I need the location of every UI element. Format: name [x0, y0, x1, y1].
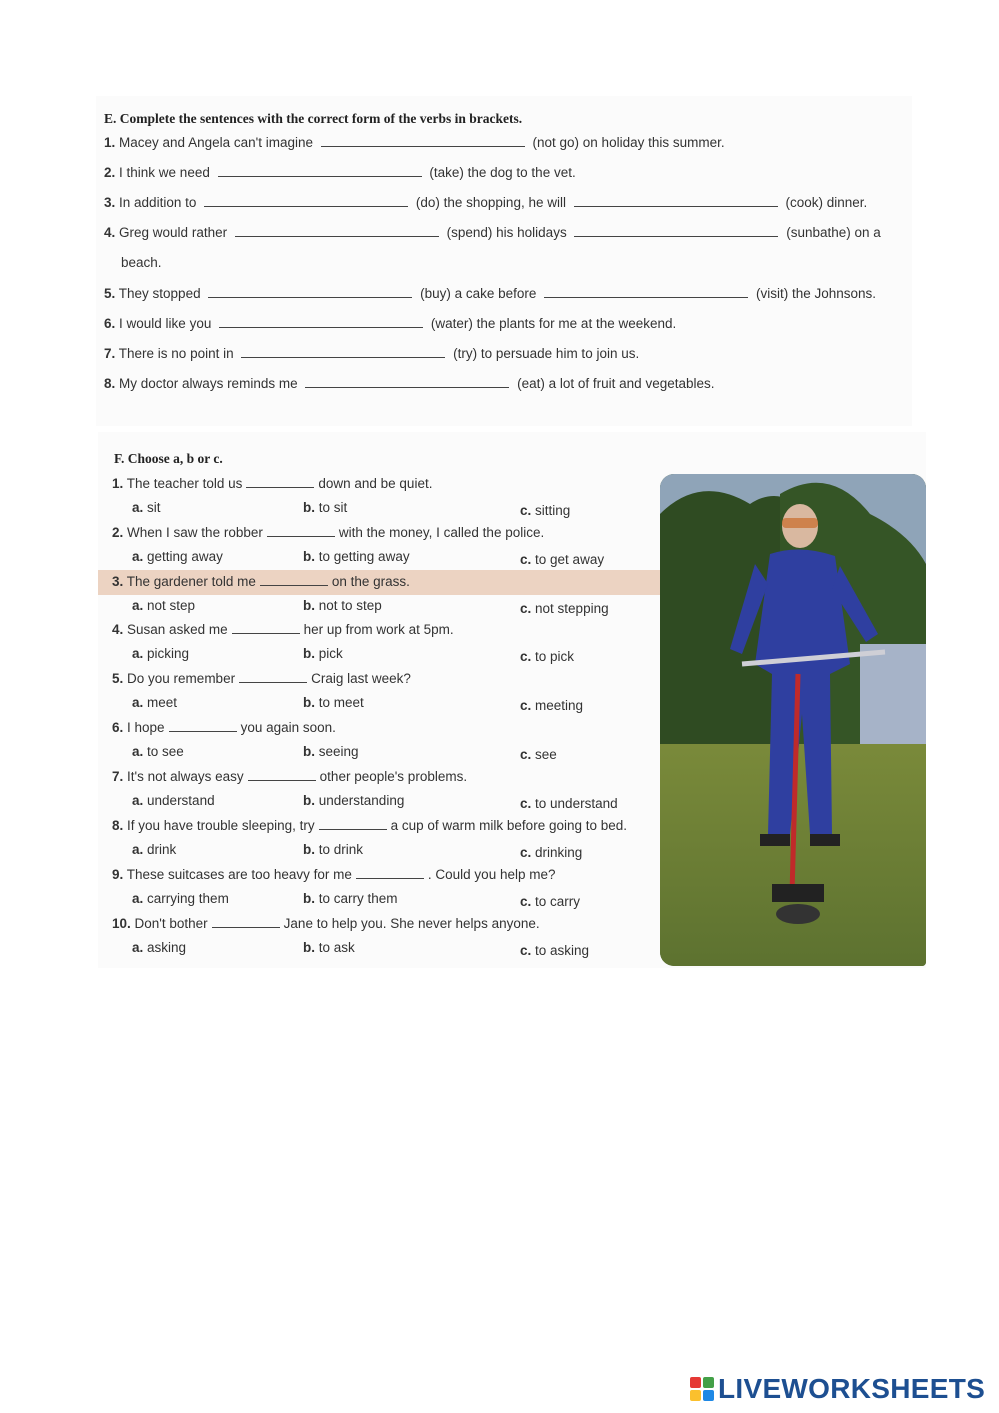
option-text: to get away	[535, 552, 605, 567]
option-letter: b.	[303, 793, 315, 808]
option-text: seeing	[318, 744, 359, 759]
item-number: 2.	[104, 165, 116, 180]
f-question-9	[112, 867, 555, 882]
answer-blank[interactable]	[241, 347, 445, 358]
item-number: 10.	[112, 916, 131, 931]
option-letter: c.	[520, 747, 532, 762]
option-text: asking	[147, 940, 187, 955]
f-question-2	[112, 525, 544, 540]
option-b-q7[interactable]	[303, 793, 404, 808]
option-letter: b.	[303, 940, 315, 955]
f-question-8	[112, 818, 627, 833]
option-letter: b.	[303, 549, 315, 564]
f-question-4	[112, 622, 454, 637]
option-letter: c.	[520, 943, 532, 958]
e-item-8	[104, 376, 715, 391]
gardener-photo	[660, 474, 926, 966]
option-c-q1[interactable]	[520, 503, 570, 518]
e-item-4-continued: beach.	[121, 255, 162, 270]
question-text: down and be quiet.	[318, 476, 433, 491]
option-letter: a.	[132, 500, 144, 515]
option-letter: b.	[303, 500, 315, 515]
option-a-q9[interactable]	[132, 891, 229, 906]
item-number: 4.	[104, 225, 116, 240]
option-letter: c.	[520, 894, 532, 909]
option-text: sit	[147, 500, 161, 515]
question-text: a cup of warm milk before going to bed.	[390, 818, 628, 833]
option-a-q10[interactable]	[132, 940, 186, 955]
answer-blank[interactable]	[219, 317, 423, 328]
option-c-q6[interactable]	[520, 747, 557, 762]
question-text: The teacher told us	[126, 476, 243, 491]
brand-logo-icon	[690, 1377, 714, 1401]
question-text: These suitcases are too heavy for me	[126, 867, 352, 882]
option-letter: c.	[520, 649, 532, 664]
f-question-3	[112, 574, 410, 589]
item-text: (not go) on holiday this summer.	[532, 135, 725, 150]
option-letter: b.	[303, 646, 315, 661]
option-letter: a.	[132, 744, 144, 759]
answer-blank[interactable]	[208, 287, 412, 298]
f-question-7	[112, 769, 467, 784]
option-letter: a.	[132, 891, 144, 906]
item-number: 3.	[104, 195, 116, 210]
question-text: other people's problems.	[319, 769, 468, 784]
item-text: In addition to	[119, 195, 197, 210]
item-text: (eat) a lot of fruit and vegetables.	[517, 376, 715, 391]
option-letter: a.	[132, 793, 144, 808]
e-item-4	[104, 225, 881, 240]
item-number: 5.	[112, 671, 124, 686]
item-text: (do) the shopping, he will	[415, 195, 566, 210]
item-number: 6.	[112, 720, 124, 735]
item-number: 8.	[112, 818, 124, 833]
e-item-1	[104, 135, 725, 150]
f-question-10	[112, 916, 540, 931]
option-a-q1[interactable]	[132, 500, 161, 515]
option-text: to understand	[535, 796, 618, 811]
e-item-2	[104, 165, 576, 180]
brand-name: LIVEWORKSHEETS	[718, 1373, 986, 1404]
question-text: her up from work at 5pm.	[303, 622, 454, 637]
option-a-q6[interactable]	[132, 744, 184, 759]
option-text: to carry them	[318, 891, 398, 906]
option-letter: a.	[132, 695, 144, 710]
item-text: (water) the plants for me at the weekend.	[430, 316, 677, 331]
option-b-q10[interactable]	[303, 940, 355, 955]
option-text: getting away	[147, 549, 223, 564]
option-c-q3[interactable]	[520, 601, 609, 616]
answer-blank[interactable]	[544, 287, 748, 298]
answer-blank[interactable]	[321, 136, 525, 147]
item-text: I would like you	[119, 316, 212, 331]
option-c-q9[interactable]	[520, 894, 580, 909]
option-text: to sit	[318, 500, 348, 515]
item-number: 7.	[112, 769, 124, 784]
option-letter: a.	[132, 549, 144, 564]
option-text: to meet	[318, 695, 364, 710]
option-text: to carry	[535, 894, 581, 909]
question-text: If you have trouble sleeping, try	[127, 818, 315, 833]
answer-blank[interactable]	[232, 623, 300, 634]
item-text: Greg would rather	[119, 225, 228, 240]
answer-blank[interactable]	[246, 477, 314, 488]
answer-blank[interactable]	[319, 819, 387, 830]
item-text: They stopped	[118, 286, 201, 301]
option-text: sitting	[535, 503, 571, 518]
e-item-6	[104, 316, 676, 331]
option-c-q4[interactable]	[520, 649, 574, 664]
answer-blank[interactable]	[260, 575, 328, 586]
item-text: I think we need	[119, 165, 210, 180]
item-number: 8.	[104, 376, 116, 391]
question-text: with the money, I called the police.	[338, 525, 545, 540]
f-question-6	[112, 720, 336, 735]
option-b-q4[interactable]	[303, 646, 343, 661]
option-letter: b.	[303, 891, 315, 906]
option-text: to see	[147, 744, 184, 759]
item-text: Macey and Angela can't imagine	[119, 135, 313, 150]
answer-blank[interactable]	[169, 721, 237, 732]
option-c-q10[interactable]	[520, 943, 589, 958]
option-text: meet	[147, 695, 178, 710]
option-letter: b.	[303, 744, 315, 759]
answer-blank[interactable]	[212, 917, 280, 928]
gardener-photo-icon	[660, 474, 926, 966]
option-letter: a.	[132, 646, 144, 661]
option-a-q3[interactable]	[132, 598, 195, 613]
option-letter: a.	[132, 940, 144, 955]
item-text: (sunbathe) on a	[786, 225, 881, 240]
option-c-q2[interactable]	[520, 552, 604, 567]
section-e-heading: E. Complete the sentences with the correct form of the verbs in brackets.	[104, 111, 523, 126]
option-text: to drink	[318, 842, 364, 857]
answer-blank[interactable]	[239, 672, 307, 683]
question-text: you again soon.	[240, 720, 336, 735]
option-text: understand	[147, 793, 215, 808]
item-text: There is no point in	[118, 346, 234, 361]
option-letter: b.	[303, 842, 315, 857]
question-text: . Could you help me?	[427, 867, 556, 882]
question-text: Susan asked me	[127, 622, 228, 637]
answer-blank[interactable]	[218, 166, 422, 177]
option-letter: c.	[520, 601, 532, 616]
e-item-7	[104, 346, 639, 361]
item-text: (take) the dog to the vet.	[429, 165, 576, 180]
option-letter: a.	[132, 598, 144, 613]
question-text: on the grass.	[331, 574, 410, 589]
answer-blank[interactable]	[574, 226, 778, 237]
item-number: 7.	[104, 346, 116, 361]
item-number: 3.	[112, 574, 124, 589]
f-question-5	[112, 671, 411, 686]
answer-blank[interactable]	[235, 226, 439, 237]
option-text: not stepping	[535, 601, 609, 616]
option-letter: c.	[520, 552, 532, 567]
option-b-q8[interactable]	[303, 842, 363, 857]
option-a-q7[interactable]	[132, 793, 215, 808]
item-number: 1.	[112, 476, 124, 491]
option-text: picking	[147, 646, 190, 661]
option-c-q5[interactable]	[520, 698, 583, 713]
item-number: 2.	[112, 525, 124, 540]
item-number: 9.	[112, 867, 124, 882]
section-f-heading: F. Choose a, b or c.	[114, 451, 223, 466]
question-text: Jane to help you. She never helps anyone.	[283, 916, 540, 931]
item-text: My doctor always reminds me	[119, 376, 298, 391]
item-text: (spend) his holidays	[446, 225, 567, 240]
option-letter: c.	[520, 796, 532, 811]
option-b-q1[interactable]	[303, 500, 347, 515]
question-text: When I saw the robber	[127, 525, 263, 540]
question-text: Do you remember	[127, 671, 236, 686]
question-text: Don't bother	[134, 916, 208, 931]
option-b-q9[interactable]	[303, 891, 398, 906]
brand-logo[interactable]	[690, 1373, 985, 1405]
e-item-3	[104, 195, 867, 210]
option-letter: c.	[520, 845, 532, 860]
item-text: (try) to persuade him to join us.	[453, 346, 640, 361]
answer-blank[interactable]	[574, 196, 778, 207]
option-text: to pick	[535, 649, 575, 664]
option-text: drinking	[535, 845, 583, 860]
question-text: I hope	[127, 720, 165, 735]
option-b-q5[interactable]	[303, 695, 364, 710]
question-text: Craig last week?	[311, 671, 411, 686]
option-letter: c.	[520, 698, 532, 713]
option-text: understanding	[318, 793, 405, 808]
option-b-q2[interactable]	[303, 549, 410, 564]
option-c-q7[interactable]	[520, 796, 618, 811]
item-number: 6.	[104, 316, 116, 331]
option-text: drink	[147, 842, 177, 857]
question-text: It's not always easy	[127, 769, 244, 784]
f-question-1	[112, 476, 432, 491]
item-text: (buy) a cake before	[420, 286, 537, 301]
option-text: not to step	[318, 598, 382, 613]
item-number: 1.	[104, 135, 116, 150]
option-a-q2[interactable]	[132, 549, 223, 564]
e-item-5	[104, 286, 876, 301]
option-letter: c.	[520, 503, 532, 518]
option-text: pick	[318, 646, 343, 661]
item-text: (visit) the Johnsons.	[755, 286, 877, 301]
item-number: 4.	[112, 622, 124, 637]
option-b-q6[interactable]	[303, 744, 359, 759]
answer-blank[interactable]	[267, 526, 335, 537]
option-text: to getting away	[318, 549, 410, 564]
option-letter: b.	[303, 695, 315, 710]
option-text: carrying them	[147, 891, 229, 906]
option-text: not step	[147, 598, 196, 613]
option-letter: a.	[132, 842, 144, 857]
option-text: to asking	[535, 943, 590, 958]
option-text: see	[535, 747, 557, 762]
item-number: 5.	[104, 286, 116, 301]
question-text: The gardener told me	[126, 574, 256, 589]
option-b-q3[interactable]	[303, 598, 382, 613]
option-a-q8[interactable]	[132, 842, 176, 857]
option-letter: b.	[303, 598, 315, 613]
option-text: to ask	[318, 940, 355, 955]
answer-blank[interactable]	[248, 770, 316, 781]
option-a-q5[interactable]	[132, 695, 177, 710]
answer-blank[interactable]	[204, 196, 408, 207]
answer-blank[interactable]	[356, 868, 424, 879]
option-text: meeting	[535, 698, 584, 713]
item-text: (cook) dinner.	[785, 195, 868, 210]
option-a-q4[interactable]	[132, 646, 189, 661]
answer-blank[interactable]	[305, 377, 509, 388]
option-c-q8[interactable]	[520, 845, 582, 860]
